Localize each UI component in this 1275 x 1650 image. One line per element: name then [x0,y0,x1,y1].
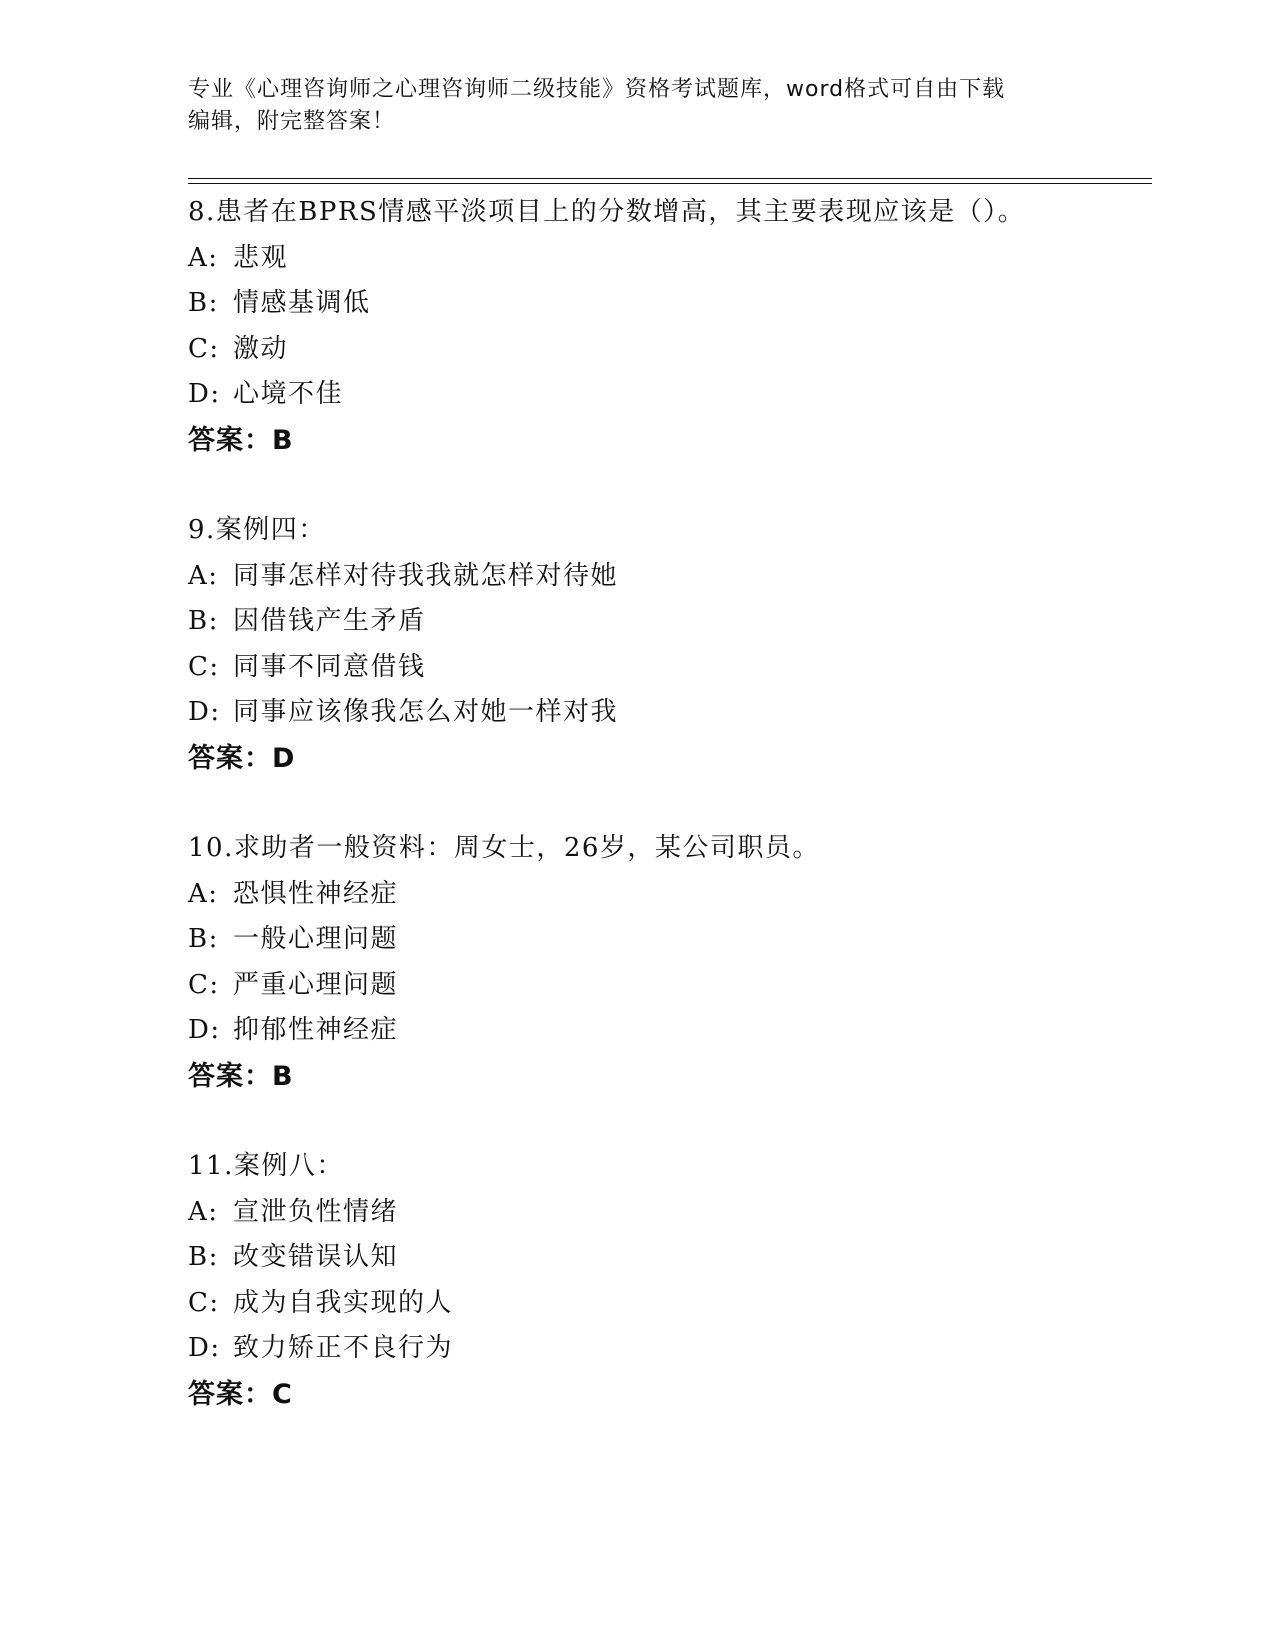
option-text: 宣泄负性情绪 [233,1196,399,1227]
option-text: 同事不同意借钱 [233,651,426,682]
question-10 [188,826,1148,1099]
question-title: 8.患者在BPRS情感平淡项目上的分数增高，其主要表现应该是（）。 [188,197,1026,227]
option-c [188,327,1148,373]
option-letter: C: [188,651,220,682]
option-text: 悲观 [233,242,289,273]
header-divider-top [188,178,1152,179]
option-letter: A: [188,878,219,909]
question-9 [188,508,1148,781]
question-list [188,190,1148,1462]
option-b [188,281,1148,327]
option-letter: B: [188,924,219,954]
option-text: 改变错误认知 [233,1242,399,1272]
option-letter: C: [188,969,220,1000]
option-d [188,372,1148,418]
option-letter: B: [188,288,219,318]
option-a [188,872,1148,918]
option-letter: A: [188,242,219,273]
option-b [188,599,1148,645]
option-a [188,1190,1148,1236]
question-11 [188,1144,1148,1417]
document-header [188,74,1068,138]
option-d [188,1326,1148,1372]
option-text: 恐惧性神经症 [233,878,399,909]
option-letter: C: [188,333,220,364]
header-line-1: 专业《心理咨询师之心理咨询师二级技能》资格考试题库，word格式可自由下载 [188,77,1006,102]
option-a [188,554,1148,600]
option-letter: C: [188,1287,220,1318]
option-text: 严重心理问题 [233,969,399,1000]
header-divider-bottom [188,183,1152,184]
question-title: 10.求助者一般资料：周女士，26岁，某公司职员。 [188,833,820,863]
option-text: 抑郁性神经症 [233,1015,399,1045]
question-title: 11.案例八： [188,1151,344,1181]
option-letter: B: [188,1242,219,1272]
option-text: 情感基调低 [233,288,371,318]
option-c [188,1281,1148,1327]
option-d [188,690,1148,736]
answer-line: 答案：B [188,424,294,456]
option-text: 一般心理问题 [233,924,399,954]
answer-line: 答案：D [188,742,296,774]
header-line-2: 编辑，附完整答案！ [188,109,396,134]
answer-line: 答案：C [188,1378,293,1410]
option-letter: D: [188,1333,221,1363]
option-text: 成为自我实现的人 [233,1287,454,1318]
option-text: 同事怎样对待我我就怎样对待她 [233,560,619,591]
option-letter: D: [188,1015,221,1045]
option-letter: B: [188,606,219,636]
option-c [188,963,1148,1009]
option-text: 心境不佳 [233,379,344,409]
option-a [188,236,1148,282]
option-letter: A: [188,1196,219,1227]
option-b [188,917,1148,963]
option-text: 激动 [233,333,289,364]
option-letter: A: [188,560,219,591]
answer-line: 答案：B [188,1060,294,1092]
option-letter: D: [188,697,221,727]
option-letter: D: [188,379,221,409]
question-title: 9.案例四： [188,515,326,545]
option-text: 致力矫正不良行为 [233,1333,454,1363]
question-8 [188,190,1148,463]
option-d [188,1008,1148,1054]
option-c [188,645,1148,691]
option-text: 同事应该像我怎么对她一样对我 [233,697,619,727]
option-b [188,1235,1148,1281]
option-text: 因借钱产生矛盾 [233,606,426,636]
